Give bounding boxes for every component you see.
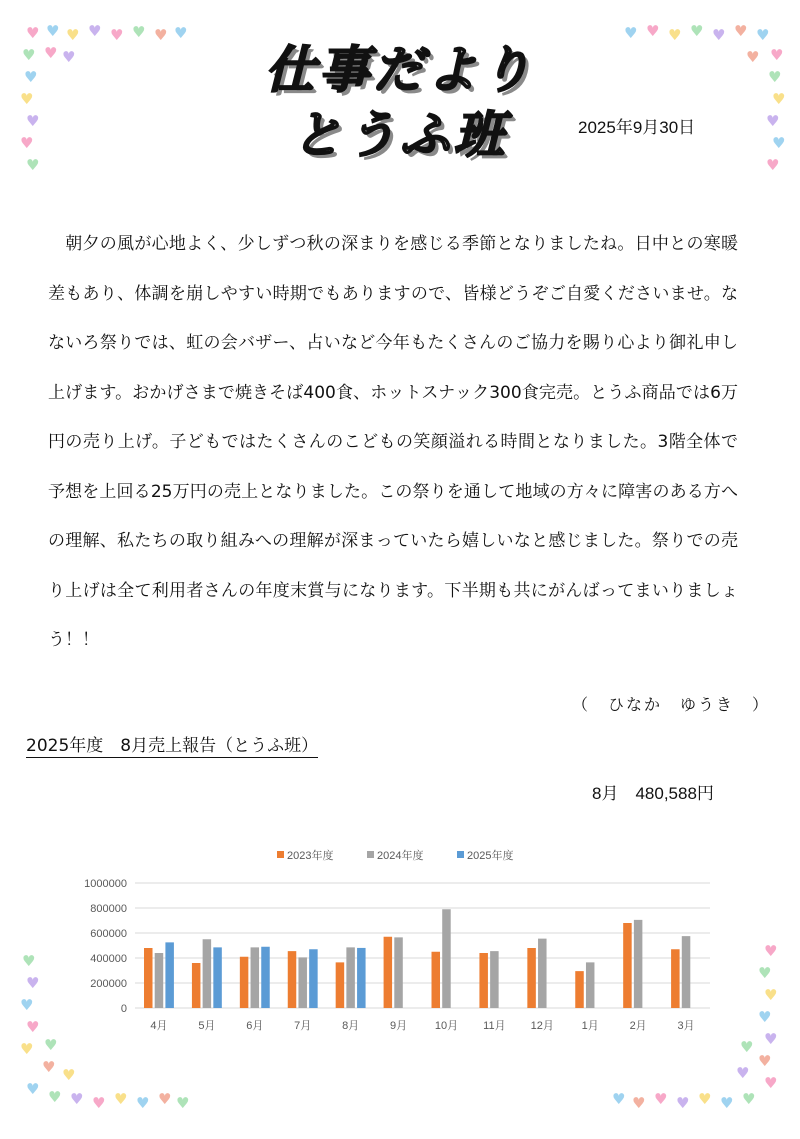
chart-bar xyxy=(432,952,441,1008)
chart-bar xyxy=(213,947,222,1008)
heart-border-top-left: ♥ ♥ ♥ ♥ ♥ ♥ ♥ ♥ ♥ ♥ ♥ ♥ ♥ ♥ ♥ ♥ xyxy=(20,22,188,174)
chart-bar xyxy=(192,963,201,1008)
heart-border-bottom-left: ♥ ♥ ♥ ♥ ♥ ♥ ♥ ♥ ♥ ♥ ♥ ♥ ♥ ♥ ♥ ♥ xyxy=(20,952,190,1112)
chart-bar xyxy=(288,951,297,1008)
chart-bar xyxy=(442,909,451,1008)
chart-y-tick-label: 200000 xyxy=(90,978,127,990)
chart-legend xyxy=(277,848,513,862)
chart-bar xyxy=(634,920,643,1008)
chart-y-tick-label: 600000 xyxy=(90,928,127,940)
chart-bar xyxy=(586,962,595,1008)
chart-x-axis xyxy=(150,1019,694,1032)
chart-x-tick-label: 2月 xyxy=(629,1020,647,1032)
heart-border-bottom-right: ♥ ♥ ♥ ♥ ♥ ♥ ♥ ♥ ♥ ♥ ♥ ♥ ♥ ♥ ♥ ♥ xyxy=(612,942,778,1112)
chart-bar xyxy=(261,947,270,1008)
chart-x-tick-label: 8月 xyxy=(342,1020,360,1032)
chart-x-tick-label: 7月 xyxy=(294,1020,312,1032)
chart-y-tick-label: 800000 xyxy=(90,903,127,915)
chart-bar xyxy=(309,949,318,1008)
chart-bar xyxy=(527,948,536,1008)
chart-bar xyxy=(346,947,355,1008)
chart-x-tick-label: 4月 xyxy=(150,1020,168,1032)
chart-y-axis xyxy=(84,878,127,1015)
chart-x-tick-label: 1月 xyxy=(581,1020,599,1032)
chart-bar xyxy=(538,939,547,1008)
page-title-line2: とうふ班 xyxy=(292,106,508,164)
chart-x-tick-label: 6月 xyxy=(246,1020,264,1032)
legend-label: 2023年度 xyxy=(287,850,334,862)
chart-x-tick-label: 12月 xyxy=(530,1020,554,1032)
monthly-sales-total: 8月 480,588円 xyxy=(592,784,714,803)
chart-bar xyxy=(671,949,680,1008)
article-text: 朝夕の風が心地よく、少しずつ秋の深まりを感じる季節となりましたね。日中との寒暖差もあり、体調を崩しやすい時期でもありますので、皆様どうぞご自愛くださいませ。なないろ祭りでは、虹の会バザー、占いなど今年もたくさんのご協力を賜り心より御礼申し上げます。おかげさまで焼きそば400食、ホットスナック300食完売。とうふ商品では6万円の売り上げ。子どもではたくさんのこどもの笑顔溢れる時間となりました。3階全体で予想を上回る25万円の売上となりました。この祭りを通して地域の方々に障害のある方への理解、私たちの取り組みへの理解が深まっていたら嬉しいなと感じました。祭りでの売り上げは全て利用者さんの年度末賞与になります。下半期も共にがんばってまいりましょう！！ xyxy=(48,234,738,650)
chart-bar xyxy=(394,937,403,1008)
legend-swatch xyxy=(457,851,464,858)
chart-y-tick-label: 0 xyxy=(120,1003,127,1015)
sales-report-title: 2025年度 8月売上報告（とうふ班） xyxy=(26,731,318,758)
chart-x-tick-label: 10月 xyxy=(434,1020,459,1032)
chart-bar xyxy=(575,971,584,1008)
legend-swatch xyxy=(277,851,284,858)
chart-bar xyxy=(623,923,632,1008)
heart-border-top-right: ♥ ♥ ♥ ♥ ♥ ♥ ♥ ♥ ♥ ♥ ♥ ♥ ♥ ♥ xyxy=(624,22,786,174)
legend-label: 2025年度 xyxy=(467,850,514,862)
chart-bar xyxy=(298,957,307,1008)
legend-label: 2024年度 xyxy=(377,850,424,862)
issue-date: 2025年9月30日 xyxy=(578,118,696,137)
chart-bar xyxy=(251,947,260,1008)
chart-x-tick-label: 5月 xyxy=(198,1020,216,1032)
chart-bar xyxy=(357,948,366,1008)
chart-bar xyxy=(336,962,345,1008)
sales-bar-chart xyxy=(60,835,740,1040)
chart-x-tick-label: 9月 xyxy=(389,1020,408,1032)
chart-bars xyxy=(144,909,690,1008)
legend-swatch xyxy=(367,851,374,858)
chart-bar xyxy=(240,957,249,1008)
chart-y-tick-label: 1000000 xyxy=(84,878,127,890)
chart-bar xyxy=(490,951,499,1008)
chart-y-tick-label: 400000 xyxy=(90,953,127,965)
chart-x-tick-label: 11月 xyxy=(483,1020,506,1032)
chart-bar xyxy=(144,948,153,1008)
chart-bar xyxy=(682,936,691,1008)
chart-bar xyxy=(165,942,174,1008)
chart-bar xyxy=(203,939,212,1008)
chart-bar xyxy=(479,953,488,1008)
page-title-line1: 仕事だより xyxy=(265,41,535,99)
chart-bar xyxy=(384,937,393,1008)
chart-x-tick-label: 3月 xyxy=(677,1020,695,1032)
article-author: （ ひなか ゆうき ） xyxy=(572,695,771,714)
article-body xyxy=(48,220,738,666)
chart-bar xyxy=(155,953,164,1008)
